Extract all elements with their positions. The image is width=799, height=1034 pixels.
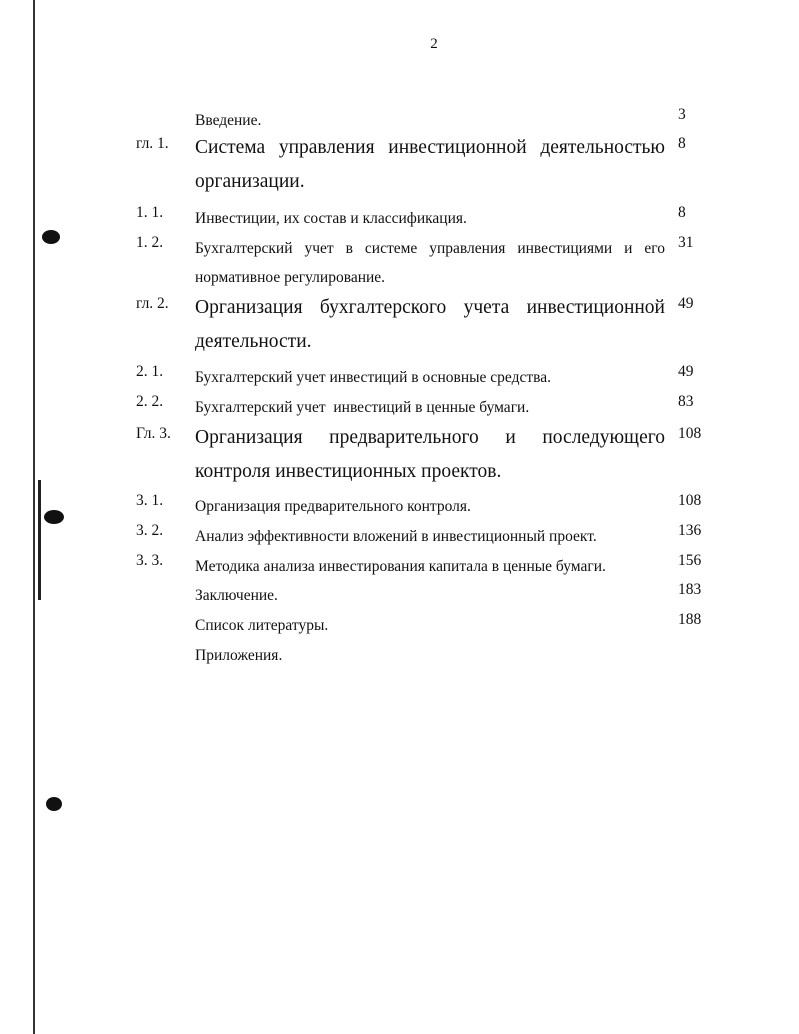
toc-entry-title: Введение. [195,112,262,129]
toc-entry-page: 3 [678,106,686,123]
toc-entry-page: 108 [678,425,702,442]
toc-entry-number: 3. 2. [136,522,164,539]
toc-entry-title: Методика анализа инвестирования капитала в ценные бумаги. [195,558,606,575]
toc-entry-title: Анализ эффективности вложений в инвестиционный проект. [195,528,597,545]
toc-entry-number: 2. 2. [136,393,164,410]
toc-entry-title: Система управления инвестиционной деятельностью организации. [195,137,665,192]
toc-entry-title: Список литературы. [195,617,329,634]
toc-entry-title: Бухгалтерский учет инвестиций в ценные бумаги. [195,399,530,416]
toc-entry-page: 49 [678,295,694,312]
toc-entry-page: 183 [678,581,702,598]
toc-entry-title: Организация бухгалтерского учета инвестиционной деятельности. [195,297,665,352]
toc-entry-number: гл. 1. [136,135,169,152]
toc-entry-page: 49 [678,363,694,380]
toc-entry-number: Гл. 3. [136,425,171,442]
toc-entry-page: 8 [678,204,686,221]
toc-entry-number: 1. 1. [136,204,164,221]
toc-entry-number: 2. 1. [136,363,164,380]
toc-entry-title: Организация предварительного контроля. [195,498,471,515]
toc-entry-page: 136 [678,522,702,539]
toc-entry-page: 188 [678,611,702,628]
toc-entry-title: Инвестиции, их состав и классификация. [195,210,467,227]
toc-entry-title: Приложения. [195,647,283,664]
toc-entry-number: 1. 2. [136,234,164,251]
toc-entry-page: 83 [678,393,694,410]
toc-entry-page: 8 [678,135,686,152]
toc-entry-page: 156 [678,552,702,569]
page-number: 2 [430,36,438,52]
toc-entry-title: Организация предварительного и последующего контроля инвестиционных проектов. [195,427,665,482]
toc-entry-page: 108 [678,492,702,509]
toc-entry-number: 3. 1. [136,492,164,509]
toc-entry-number: 3. 3. [136,552,164,569]
toc-entry-number: гл. 2. [136,295,169,312]
toc-entry-title: Заключение. [195,587,278,604]
toc-entry-title: Бухгалтерский учет в системе управления инвестициями и его нормативное регулирование. [195,240,665,286]
toc-entry-page: 31 [678,234,694,251]
toc-entry-title: Бухгалтерский учет инвестиций в основные средства. [195,369,552,386]
